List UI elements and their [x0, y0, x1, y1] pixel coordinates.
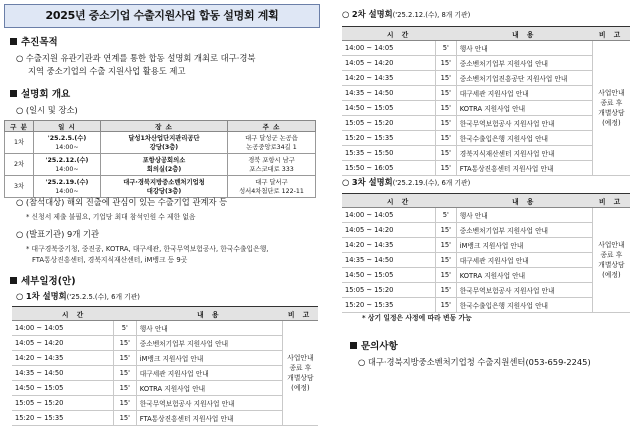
- row-minutes: 15': [435, 223, 456, 238]
- row-content: 한국수출입은행 지원사업 안내: [456, 298, 592, 313]
- venue-place-name: 달성1차산업단지관리공단: [128, 134, 200, 142]
- presenters-text: (발표기관) 9개 기관: [25, 229, 100, 239]
- purpose-body: [16, 52, 255, 78]
- row-time: 14:20 ~ 14:35: [12, 351, 113, 366]
- table-row: [342, 86, 630, 101]
- venue-address: [228, 132, 316, 154]
- venue-address: [228, 154, 316, 176]
- section-contact-heading: [350, 338, 398, 352]
- venue-date-day: '25.2.12.(수): [45, 156, 89, 164]
- row-minutes: 15': [435, 86, 456, 101]
- venue-date: [34, 154, 101, 176]
- row-minutes: 15': [435, 268, 456, 283]
- round2-detail: ('25.2.12.(수), 8개 기관): [392, 11, 471, 19]
- note-line-2: 종료 후: [289, 364, 312, 372]
- venue-date-time: 14:00~: [55, 187, 79, 195]
- target-text: (참석대상) 해외 진출에 관심이 있는 수출기업 관계자 등: [25, 197, 228, 207]
- row-minutes: 15': [113, 381, 136, 396]
- venue-row: [5, 154, 316, 176]
- row-time: 14:05 ~ 14:20: [342, 223, 435, 238]
- table-row: [342, 268, 630, 283]
- row-time: 14:05 ~ 14:20: [342, 56, 435, 71]
- section-heading-text: 설명회 개요: [21, 89, 71, 100]
- venue-place: [101, 154, 228, 176]
- row-content: 대구세관 지원사업 안내: [456, 253, 592, 268]
- row-content: iM뱅크 지원사업 안내: [136, 351, 282, 366]
- venue-place-name: 대구·경북지방중소벤처기업청: [123, 178, 205, 186]
- note-line-3: 개별상담: [287, 374, 314, 382]
- row-time: 15:20 ~ 15:35: [12, 411, 113, 426]
- row-minutes: 15': [435, 131, 456, 146]
- table-row: [12, 396, 318, 411]
- venue-header-place: 장 소: [101, 121, 228, 132]
- section-heading-text: 추진목적: [21, 37, 58, 48]
- row-minutes: 15': [113, 411, 136, 426]
- table-row: [342, 208, 630, 223]
- venue-row: [5, 132, 316, 154]
- venue-date-day: '25.2.5.(수): [47, 134, 87, 142]
- row-content: 중소벤처기업부 지원사업 안내: [456, 56, 592, 71]
- row-time: 14:35 ~ 14:50: [342, 86, 435, 101]
- row-content: FTA통상진흥센터 지원사업 안내: [136, 411, 282, 426]
- round2-label: ○ 2차 설명회('25.2.12.(수), 8개 기관): [342, 9, 471, 19]
- venue-address-2: 포스코대로 333: [249, 165, 294, 173]
- square-bullet-icon: [10, 277, 17, 284]
- row-time: 14:00 ~ 14:05: [342, 208, 435, 223]
- venue-place-room: 강당(3층): [149, 143, 179, 151]
- row-content: 경북지식재산센터 지원사업 안내: [456, 146, 592, 161]
- venue-address: [228, 176, 316, 198]
- presenters-note-2: FTA통상진흥센터, 경북지식재산센터, iM뱅크 등 9곳: [32, 256, 188, 264]
- row-minutes: 15': [435, 253, 456, 268]
- row-minutes: 15': [113, 336, 136, 351]
- row-time: 15:05 ~ 15:20: [342, 116, 435, 131]
- table-row: [342, 116, 630, 131]
- note-line-3: 개별상담: [598, 261, 625, 269]
- venue-place-name: 포항상공회의소: [142, 156, 186, 164]
- table-row: [12, 336, 318, 351]
- header-content: 내 용: [136, 307, 282, 321]
- note-line-2: 종료 후: [600, 99, 623, 107]
- table-row: [342, 238, 630, 253]
- purpose-line-2: 지역 중소기업의 수출 지원사업 활용도 제고: [28, 66, 186, 76]
- row-minutes: 15': [435, 56, 456, 71]
- row-minutes: 15': [435, 116, 456, 131]
- venue-date-time: 14:00~: [55, 143, 79, 151]
- contact-line: ○ 대구·경북지방중소벤처기업청 수출지원센터(053-659-2245): [358, 357, 591, 367]
- row-note: [592, 208, 630, 313]
- row-content: 행사 안내: [456, 41, 592, 56]
- row-time: 14:50 ~ 15:05: [342, 101, 435, 116]
- target-line: ○ (참석대상) 해외 진출에 관심이 있는 수출기업 관계자 등: [16, 197, 228, 207]
- table-row: [342, 41, 630, 56]
- header-note: 비 고: [282, 307, 318, 321]
- table-row: [12, 366, 318, 381]
- schedule-footnote: * 상기 일정은 사정에 따라 변동 가능: [362, 314, 472, 322]
- note-line-1: 사업안내: [598, 89, 625, 97]
- venue-place-room: 대강당(3층): [146, 187, 182, 195]
- header-note: 비 고: [592, 27, 630, 41]
- row-content: 한국무역보험공사 지원사업 안내: [456, 283, 592, 298]
- row-minutes: 15': [113, 366, 136, 381]
- row-time: 14:00 ~ 14:05: [342, 41, 435, 56]
- row-time: 14:35 ~ 14:50: [342, 253, 435, 268]
- round3-table: [342, 193, 630, 313]
- venue-no: 2차: [5, 154, 34, 176]
- venue-no: 3차: [5, 176, 34, 198]
- row-content: 한국무역보험공사 지원사업 안내: [456, 116, 592, 131]
- row-minutes: 15': [435, 298, 456, 313]
- square-bullet-icon: [350, 342, 357, 349]
- row-time: 15:35 ~ 15:50: [342, 146, 435, 161]
- table-row: [12, 351, 318, 366]
- venue-address-2: 논공중앙로34길 1: [246, 143, 297, 151]
- row-content: iM뱅크 지원사업 안내: [456, 238, 592, 253]
- header-note: 비 고: [592, 194, 630, 208]
- row-minutes: 15': [113, 396, 136, 411]
- section-heading-text: 세부일정(안): [21, 276, 76, 287]
- row-time: 15:20 ~ 15:35: [342, 298, 435, 313]
- row-content: 대구세관 지원사업 안내: [136, 366, 282, 381]
- table-row: [12, 411, 318, 426]
- row-content: 중소벤처기업진흥공단 지원사업 안내: [456, 71, 592, 86]
- row-minutes: 15': [435, 161, 456, 176]
- row-minutes: 5': [113, 321, 136, 336]
- purpose-line-1: 수출지원 유관기관과 연계를 통한 합동 설명회 개최로 대구·경북: [25, 53, 256, 63]
- round3-detail: ('25.2.19.(수), 6개 기관): [392, 179, 471, 187]
- section-overview-heading: [10, 86, 70, 100]
- row-minutes: 5': [435, 41, 456, 56]
- table-row: [342, 253, 630, 268]
- row-content: 한국수출입은행 지원사업 안내: [456, 131, 592, 146]
- header-time: 시 간: [12, 307, 136, 321]
- venue-row: [5, 176, 316, 198]
- row-time: 15:50 ~ 16:05: [342, 161, 435, 176]
- row-content: 중소벤처기업부 지원사업 안내: [456, 223, 592, 238]
- round2-table: [342, 26, 630, 176]
- venue-header-address: 주 소: [228, 121, 316, 132]
- row-time: 14:05 ~ 14:20: [12, 336, 113, 351]
- row-minutes: 15': [435, 71, 456, 86]
- row-content: 중소벤처기업부 지원사업 안내: [136, 336, 282, 351]
- venue-place: [101, 176, 228, 198]
- row-minutes: 15': [435, 283, 456, 298]
- target-note: * 신청서 제출 불필요, 기업당 최대 참석인원 수 제한 없음: [26, 213, 196, 221]
- venue-address-2: 성서4차첨단로 122-11: [239, 187, 304, 195]
- venue-date: [34, 132, 101, 154]
- venue-header-date: 일 시: [34, 121, 101, 132]
- row-time: 14:20 ~ 14:35: [342, 71, 435, 86]
- header-time: 시 간: [342, 194, 456, 208]
- note-line-3: 개별상담: [598, 109, 625, 117]
- circle-bullet-icon: ○: [16, 53, 24, 63]
- table-row: [342, 56, 630, 71]
- table-row: [342, 161, 630, 176]
- row-minutes: 15': [435, 101, 456, 116]
- table-row: [342, 298, 630, 313]
- table-row: [12, 381, 318, 396]
- row-content: FTA통상진흥센터 지원사업 안내: [456, 161, 592, 176]
- venue-address-1: 대구 달서구: [255, 178, 288, 186]
- round3-label: ○ 3차 설명회('25.2.19.(수), 6개 기관): [342, 177, 471, 187]
- schedule-label-text: (일시 및 장소): [25, 105, 78, 115]
- round1-detail: ('25.2.5.(수), 6개 기관): [66, 293, 140, 301]
- row-note: [282, 321, 318, 426]
- contact-text: 대구·경북지방중소벤처기업청 수출지원센터(053-659-2245): [367, 357, 591, 367]
- row-time: 14:00 ~ 14:05: [12, 321, 113, 336]
- table-row: [342, 283, 630, 298]
- table-row: [342, 223, 630, 238]
- header-content: 내 용: [456, 27, 592, 41]
- row-minutes: 15': [435, 238, 456, 253]
- venue-date-time: 14:00~: [55, 165, 79, 173]
- table-row: [342, 71, 630, 86]
- note-line-4: (예정): [602, 119, 621, 127]
- round2-title: 2차 설명회: [351, 9, 393, 19]
- row-content: KOTRA 지원사업 안내: [456, 268, 592, 283]
- venue-address-1: 경북 포항시 남구: [248, 156, 295, 164]
- round3-title: 3차 설명회: [351, 177, 393, 187]
- venue-address-1: 대구 달성군 논공읍: [245, 134, 298, 142]
- row-content: 한국무역보험공사 지원사업 안내: [136, 396, 282, 411]
- row-content: 행사 안내: [456, 208, 592, 223]
- venue-date: [34, 176, 101, 198]
- row-time: 15:20 ~ 15:35: [342, 131, 435, 146]
- venue-place: [101, 132, 228, 154]
- row-content: KOTRA 지원사업 안내: [136, 381, 282, 396]
- venue-place-room: 회의실(2층): [146, 165, 182, 173]
- schedule-label: ○ (일시 및 장소): [16, 105, 78, 115]
- section-purpose-heading: [10, 34, 58, 48]
- round1-label: ○ 1차 설명회('25.2.5.(수), 6개 기관): [16, 291, 140, 301]
- section-schedule-heading: [10, 273, 76, 287]
- row-time: 15:05 ~ 15:20: [342, 283, 435, 298]
- row-minutes: 15': [113, 351, 136, 366]
- row-time: 14:50 ~ 15:05: [342, 268, 435, 283]
- venue-table: [4, 120, 316, 198]
- row-time: 15:05 ~ 15:20: [12, 396, 113, 411]
- note-line-1: 사업안내: [598, 241, 625, 249]
- square-bullet-icon: [10, 90, 17, 97]
- venue-date-day: '25.2.19.(수): [45, 178, 89, 186]
- round1-title: 1차 설명회: [25, 291, 67, 301]
- venue-header-no: 구 분: [5, 121, 34, 132]
- row-minutes: 5': [435, 208, 456, 223]
- round1-table: [12, 306, 318, 426]
- row-content: 대구세관 지원사업 안내: [456, 86, 592, 101]
- row-content: 행사 안내: [136, 321, 282, 336]
- note-line-4: (예정): [291, 384, 310, 392]
- venue-no: 1차: [5, 132, 34, 154]
- row-minutes: 15': [435, 146, 456, 161]
- table-row: [12, 321, 318, 336]
- note-line-4: (예정): [602, 271, 621, 279]
- row-time: 14:20 ~ 14:35: [342, 238, 435, 253]
- square-bullet-icon: [10, 38, 17, 45]
- note-line-2: 종료 후: [600, 251, 623, 259]
- page-title: 2025년 중소기업 수출지원사업 합동 설명회 계획: [4, 4, 320, 28]
- section-heading-text: 문의사항: [361, 341, 398, 352]
- row-content: KOTRA 지원사업 안내: [456, 101, 592, 116]
- presenters-line: ○ (발표기관) 9개 기관: [16, 229, 100, 239]
- table-row: [342, 101, 630, 116]
- header-time: 시 간: [342, 27, 456, 41]
- table-row: [342, 146, 630, 161]
- table-row: [342, 131, 630, 146]
- row-note: [592, 41, 630, 176]
- header-content: 내 용: [456, 194, 592, 208]
- note-line-1: 사업안내: [287, 354, 314, 362]
- presenters-note-1: * 대구경북중기청, 중진공, KOTRA, 대구세관, 한국무역보험공사, 한국수출입은행,: [26, 245, 269, 253]
- row-time: 14:50 ~ 15:05: [12, 381, 113, 396]
- row-time: 14:35 ~ 14:50: [12, 366, 113, 381]
